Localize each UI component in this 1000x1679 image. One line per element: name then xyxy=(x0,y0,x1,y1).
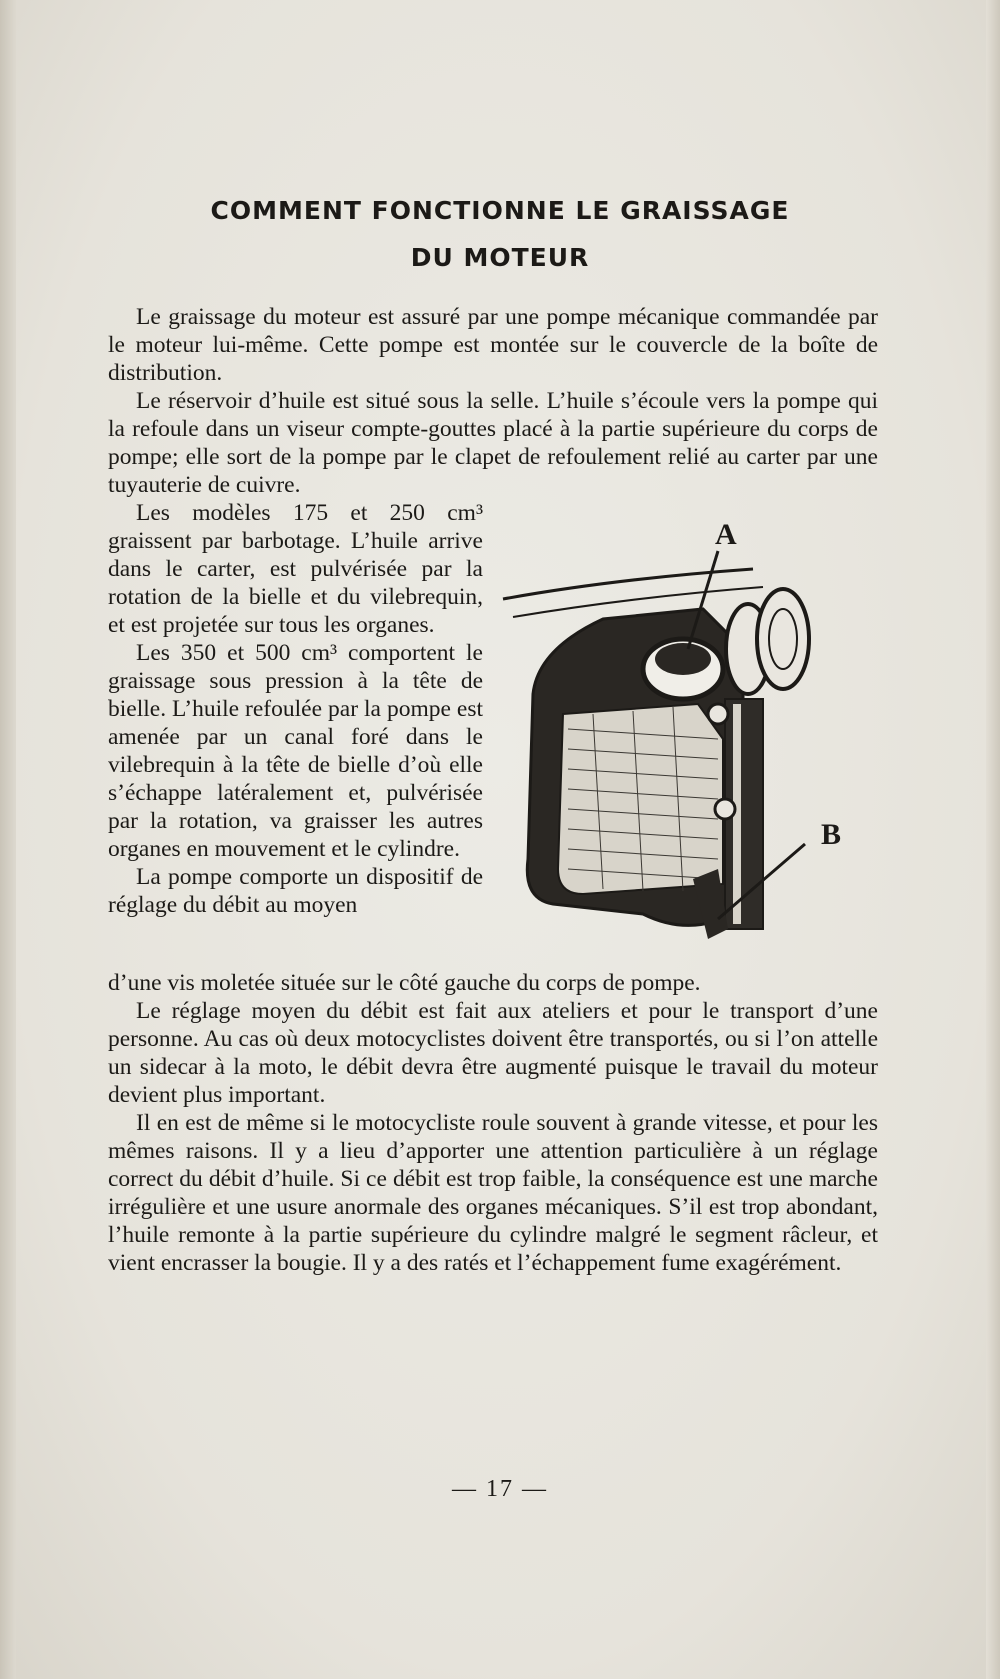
page-title-line-1: COMMENT FONCTIONNE LE GRAISSAGE xyxy=(210,196,790,225)
paragraph-average-flow: Le réglage moyen du débit est fait aux ateliers et pour le transport d’une personne. Au cas où deux motocyclistes doivent être transportés, ou si l’on attelle un sidecar à la moto, le débit devra être augmenté puisque le travail du moteur devient plus important. xyxy=(108,998,878,1108)
label-a: A xyxy=(715,518,737,551)
paragraph-reservoir: Le réservoir d’huile est situé sous la selle. L’huile s’écoule vers la pompe qui la refoule dans un viseur compte-gouttes placé à la partie supérieure du corps de pompe; elle sort de la pompe par le clapet de refoulement relié au carter par une tuyauterie de cuivre. xyxy=(108,388,878,498)
paragraph-adjustment-start: La pompe comporte un dispositif de réglage du débit au moyen xyxy=(108,864,483,918)
label-b: B xyxy=(821,818,842,851)
paragraph-high-speed: Il en est de même si le motocycliste roule souvent à grande vitesse, et pour les mêmes raisons. Il y a lieu d’apporter une attention particulière à un réglage correct du débit d’huile. Si ce débit est trop faible, la conséquence est une marche irrégulière et une usure anormale des organes mécaniques. S’il est trop abondant, l’huile remonte à la partie supérieure du cylindre malgré le segment râcleur, et vient encrasser la bougie. Il y a des ratés et l’échappement fume exagérément. xyxy=(108,1110,878,1276)
page-number: — 17 — xyxy=(452,1476,548,1502)
paragraph-adjustment-end: d’une vis moletée située sur le côté gauche du corps de pompe. xyxy=(108,970,701,996)
paragraph-pump: Le graissage du moteur est assuré par une pompe mécanique commandée par le moteur lui-même. Cette pompe est montée sur le couvercle de la boîte de distribution. xyxy=(108,304,878,386)
oil-pump-drawing xyxy=(493,499,878,969)
page-edge-shadow xyxy=(986,0,1000,1679)
page-title-line-2: DU MOTEUR xyxy=(410,243,590,272)
body-text xyxy=(108,303,878,1277)
paragraph-small-models: Les modèles 175 et 250 cm³ graissent par barbotage. L’huile arrive dans le carter, est pulvérisée par la rotation de la bielle et du vilebrequin, et est projetée sur tous les organes. xyxy=(108,500,483,638)
paragraph-large-models: Les 350 et 500 cm³ comportent le graissage sous pression à la tête de bielle. L’huile refoulée par la pompe est amenée par un canal foré dans le vilebrequin à la tête de bielle d’où elle s’échappe latéralement et, pulvérisée par la rotation, va graisser les autres organes en mouvement et le cylindre. xyxy=(108,640,483,862)
page-spine-shadow xyxy=(0,0,16,1679)
oil-pump-illustration xyxy=(493,499,878,969)
